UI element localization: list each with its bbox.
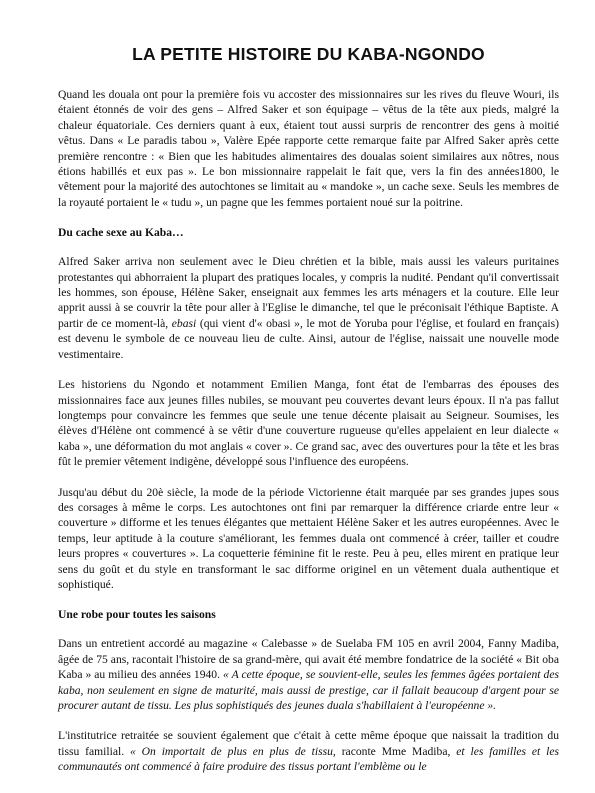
section1-paragraph-3: Jusqu'au début du 20è siècle, la mode de la période Victorienne était marquée par ses grandes jupes sous des corsages à même le corps. Les autochtones ont fini par remarquer la différence criarde entre leur « couverture » difforme et les tenues élégantes que mettaient Hélène Saker et les autres européennes. Avec le temps, leur aptitude à la couture s'améliorant, les femmes duala ont commencé à créer, tailler et coudre leurs propres « couvertures ». La coquetterie féminine fit le reste. Peu à peu, elles mirent en pratique leur sens du goût et du style en transformant le sac difforme originel en un vêtement duala authentique et sophistiqué. [58, 485, 559, 591]
italic-quote: et les familles et les communautés ont commencé à faire produire des tissus portant l'emblème ou le [58, 744, 559, 774]
section1-paragraph-1 [58, 254, 559, 362]
section-heading-robe: Une robe pour toutes les saisons [58, 608, 216, 622]
italic-quote: « A cette époque, se souvient-elle, seules les femmes âgées portaient des kaba, non seulement en signe de maturité, mais aussi de prestige, car il fallait beaucoup d'argent pour se procurer autant de tissu. Les plus sophistiqués des jeunes duala s'habillaient à l'européenne ». [58, 668, 559, 712]
section-heading-cache-sexe: Du cache sexe au Kaba… [58, 226, 184, 240]
document-title: LA PETITE HISTOIRE DU KABA-NGONDO [132, 44, 485, 64]
text-run: Dans un entretient accordé au magazine « Calebasse » de Suelaba FM 105 en avril 2004, Fanny Madiba, âgée de 75 ans, racontait l'histoire de sa grand-mère, qui avait été membre fondatrice de la société « Bit oba Kaba » au milieu des années 1940. [58, 637, 559, 682]
text-run: L'institutrice retraitée se souvient également que c'était à cette même époque que naissait la tradition du tissu familial. [58, 729, 559, 758]
text-run: (qui vient d'« obasi », le mot de Yoruba pour l'église, et foulard en français) est devenu le symbole de ce nouveau lieu de culte. Ainsi, autour de l'église, naissait une nouvelle mode vestimentaire. [58, 316, 559, 361]
section2-paragraph-2 [58, 728, 559, 774]
text-run: Alfred Saker arriva non seulement avec le Dieu chrétien et la bible, mais aussi les valeurs puritaines protestantes qui abhorraient la plupart des pratiques locales, y compris la nudité. Pendant qu'il convertissait les hommes, son épouse, Hélène Saker, enseignait aux femmes les arts ménagers et la couture. Elle leur apprit aussi à se couvrir la tête pour aller à l'Eglise le dimanche, tel que le préconisait l'éthique Baptiste. A partir de ce moment-là, [58, 255, 559, 330]
italic-term-ebasi: ebasi [171, 316, 197, 330]
intro-paragraph: Quand les douala ont pour la première fois vu accoster des missionnaires sur les rives du fleuve Wouri, ils étaient étonnés de voir des gens – Alfred Saker et son équipage – vêtus de la tête aux pieds, malgré la chaleur équatoriale. Ces derniers quant à eux, étaient tout aussi surpris de rencontrer des gens à moitié vêtus. Dans « Le paradis tabou », Valère Epée rapporte cette remarque faite par Alfred Saker après cette première rencontre : « Bien que les habitudes alimentaires des doualas soient similaires aux nôtres, nous étions habillés et eux pas ». Le bon missionnaire rappelait le fait que, vers la fin des années1800, le vêtement pour la majorité des autochtones se limitait au « mandoke », un cache sexe. Seuls les membres de la royauté portaient le « tudu », un pagne que les femmes portaient noué sur la poitrine. [58, 88, 559, 209]
section1-paragraph-2: Les historiens du Ngondo et notamment Emilien Manga, font état de l'embarras des épouses des missionnaires face aux jeunes filles nubiles, se mouvant peu couvertes devant leurs époux. Il n'a pas fallut longtemps pour convaincre les femmes que seule une tenue décente plaisait au Seigneur. Soumises, les élèves d'Hélène ont commencé à se vêtir d'une couverture rugueuse qu'elles appelaient en leur dialecte « kaba », une déformation du mot anglais « cover ». Ce grand sac, avec des ouvertures pour la tête et les bras fût le premier vêtement indigène, développé sous l'influence des européens. [58, 378, 559, 469]
section2-paragraph-1 [58, 636, 559, 713]
text-run: raconte Mme Madiba, [335, 744, 457, 758]
italic-quote: « On importait de plus en plus de tissu, [129, 744, 336, 758]
